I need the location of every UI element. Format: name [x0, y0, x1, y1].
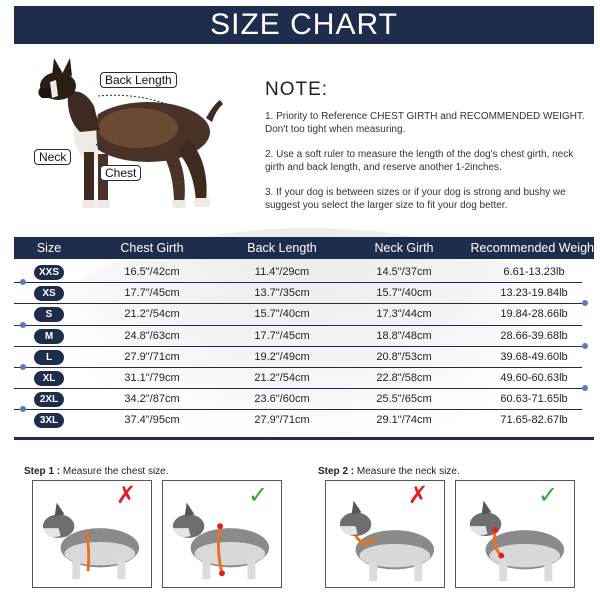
neck-girth-cell: 20.8"/53cm: [376, 350, 432, 363]
header-neck-girth: Neck Girth: [374, 241, 434, 255]
note-item: 2. Use a soft ruler to measure the length of the dog's chest girth, neck girth and back length, and reserve another 1-2inches.: [265, 149, 574, 173]
header-back-length: Back Length: [247, 241, 317, 255]
back-length-cell: 13.7"/35cm: [254, 287, 310, 300]
weight-cell: 60.63-71.65lb: [500, 393, 568, 406]
note-item: 3. If your dog is between sizes or if your dog is strong and bushy we suggest you select the larger size to fit your dog better.: [265, 187, 566, 211]
back-length-cell: 11.4"/29cm: [254, 266, 310, 278]
note-title: NOTE:: [265, 79, 329, 100]
step1-text: Measure the chest size.: [60, 466, 169, 477]
back-length-cell: 15.7"/40cm: [254, 308, 310, 321]
weight-cell: 39.68-49.60lb: [500, 350, 568, 363]
table-row: [14, 368, 594, 389]
size-badge: L: [34, 350, 64, 365]
right-mark-icon: ✓: [248, 482, 269, 509]
chest-girth-cell: 21.2"/54cm: [124, 308, 180, 321]
size-chart-title: SIZE CHART: [14, 6, 594, 44]
neck-girth-cell: 15.7"/40cm: [376, 287, 432, 300]
weight-cell: 6.61-13.23lb: [503, 266, 565, 278]
note-item: 1. Priority to Reference CHEST GIRTH and RECOMMENDED WEIGHT. Don't too tight when measuring.: [265, 111, 585, 135]
neck-girth-cell: 17.3"/44cm: [376, 308, 432, 321]
chest-girth-cell: 34.2"/87cm: [124, 393, 180, 406]
neck-girth-cell: 25.5"/65cm: [376, 393, 432, 406]
neck-girth-cell: 22.8"/58cm: [376, 372, 432, 384]
step1-title: Step 1 :: [24, 466, 61, 477]
weight-cell: 13.23-19.84lb: [500, 287, 568, 300]
size-badge: 2XL: [34, 392, 64, 407]
weight-cell: 19.84-28.66lb: [500, 308, 568, 321]
header-size: Size: [36, 241, 62, 255]
step2-text: Measure the neck size.: [354, 466, 460, 477]
table-row: [14, 283, 594, 304]
neck-girth-cell: 14.5"/37cm: [376, 266, 432, 278]
header-recommended-weight: Recommended Weight: [470, 241, 598, 255]
back-length-cell: 23.6"/60cm: [254, 393, 310, 406]
wrong-mark-icon: ✗: [116, 482, 137, 509]
back-length-label: Back Length: [100, 72, 177, 88]
chest-girth-cell: 17.7"/45cm: [124, 287, 180, 300]
note-section: [265, 80, 595, 224]
right-mark-icon: ✓: [538, 482, 559, 509]
header-chest-girth: Chest Girth: [120, 241, 184, 255]
back-length-cell: 27.9"/71cm: [254, 414, 310, 427]
step1-label: [24, 466, 169, 477]
table-row: [14, 389, 594, 410]
size-badge: XXS: [34, 265, 64, 280]
step2-label: [318, 466, 460, 477]
table-header: [14, 237, 598, 259]
weight-cell: 71.65-82.67lb: [500, 414, 568, 427]
neck-girth-cell: 29.1"/74cm: [376, 414, 432, 427]
back-length-cell: 17.7"/45cm: [254, 329, 310, 342]
size-badge: XL: [34, 371, 64, 386]
neck-girth-cell: 18.8"/48cm: [376, 329, 432, 342]
back-length-cell: 21.2"/54cm: [254, 372, 310, 384]
back-length-cell: 19.2"/49cm: [254, 350, 310, 363]
chest-girth-cell: 37.4"/95cm: [124, 414, 180, 427]
table-row: [14, 410, 594, 431]
step2-title: Step 2 :: [318, 466, 355, 477]
weight-cell: 49.60-60.63lb: [500, 372, 568, 384]
chest-girth-cell: 24.8"/63cm: [124, 329, 180, 342]
size-badge: 3XL: [34, 413, 64, 428]
dog-illustration: [28, 52, 238, 227]
size-badge: M: [34, 329, 64, 344]
table-row: [14, 304, 594, 325]
chest-girth-cell: 27.9"/71cm: [124, 350, 180, 363]
neck-label: Neck: [34, 149, 71, 165]
chest-girth-cell: 16.5"/42cm: [124, 266, 180, 278]
weight-cell: 28.66-39.68lb: [500, 329, 568, 342]
table-row: [14, 326, 594, 347]
chest-girth-cell: 31.1"/79cm: [124, 372, 180, 384]
table-row: [14, 347, 594, 368]
table-row: [14, 262, 594, 283]
table-bottom-divider: [14, 437, 594, 440]
wrong-mark-icon: ✗: [408, 482, 429, 509]
size-badge: S: [34, 307, 64, 322]
chest-label: Chest: [100, 165, 141, 181]
size-badge: XS: [34, 286, 64, 301]
